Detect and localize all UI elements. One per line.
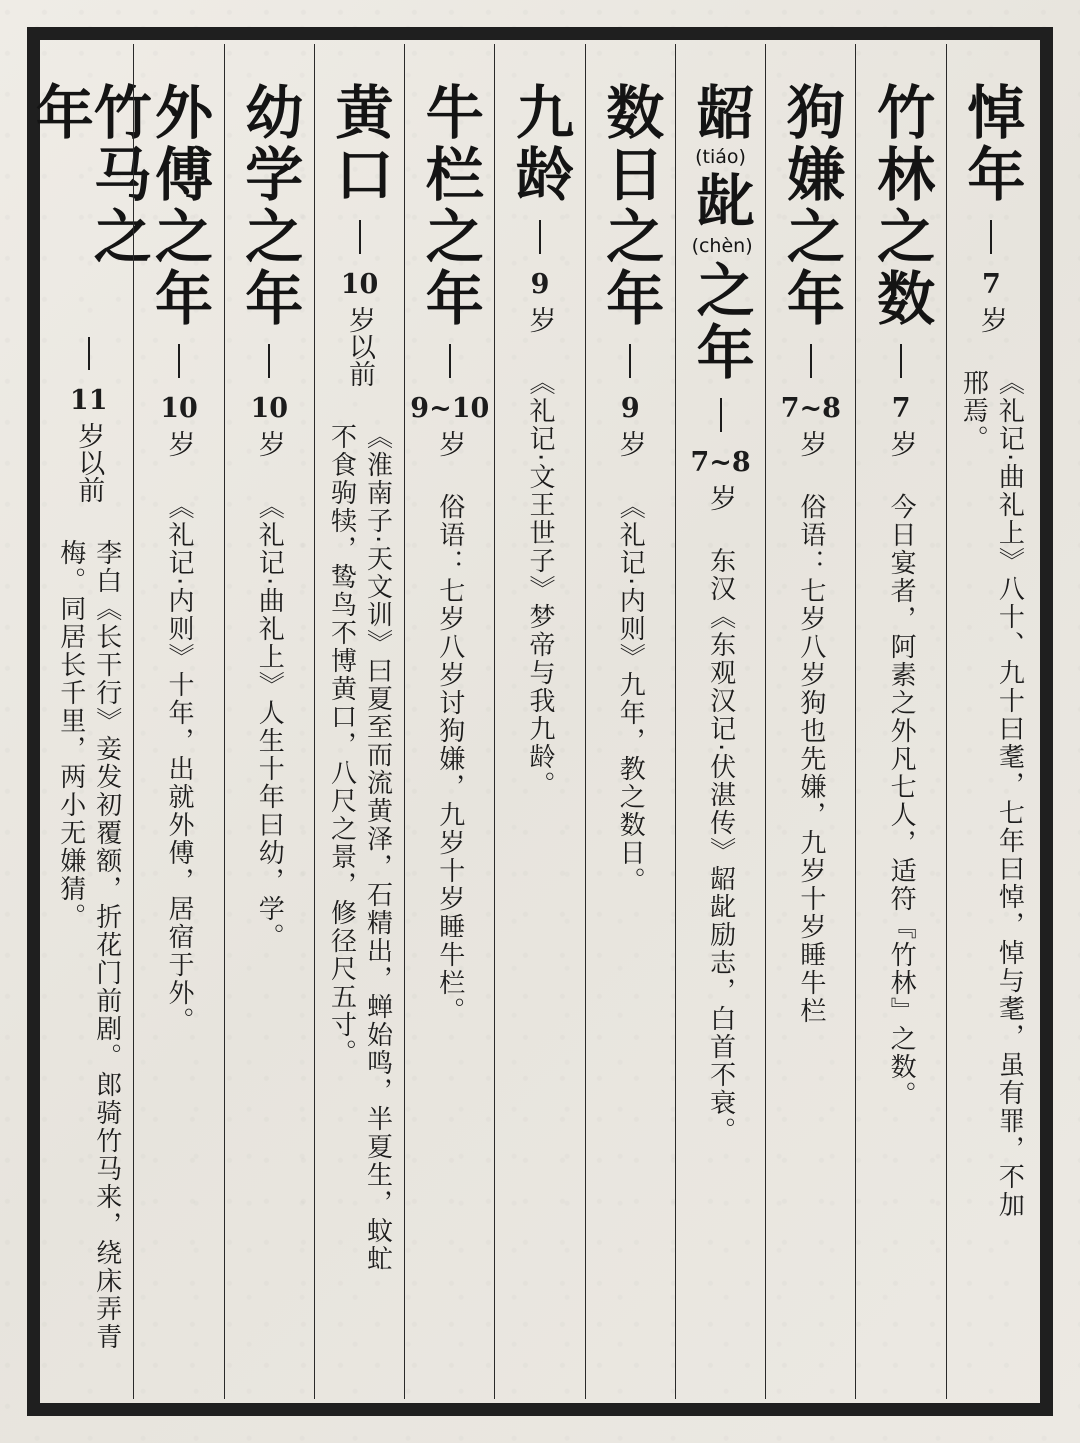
column-title: 九龄 [506,82,575,206]
age-label [250,394,288,457]
divider-dash [539,220,541,254]
column-zhuma [25,44,152,1399]
age-unit: 岁 [705,483,737,511]
age-unit: 岁 [524,305,556,333]
age-number: 9 [530,269,550,300]
column-tiaochen [675,44,765,1399]
divider-dash [629,344,631,378]
column-text: 东汉《东观汉记·伏湛传》龆龀励志，白首不衰。 [705,546,736,1145]
column-text: 《礼记·内则》十年，出就外傅，居宿于外。 [163,492,194,1035]
column-text: 俗语：七岁八岁讨狗嫌，九岁十岁睡牛栏。 [434,492,465,1025]
age-number: 10 [250,393,289,424]
column-title: 外傅之年 [144,82,213,330]
age-label [410,394,489,457]
age-label [690,448,750,511]
column-gouxian [765,44,855,1399]
column-title: 数日之年 [596,82,665,330]
age-number: 7 [891,393,911,424]
age-number: 7~8 [780,393,841,424]
column-huangkou [314,44,404,1399]
age-label [160,394,198,457]
age-label [975,269,1007,333]
age-label [781,394,841,457]
column-text: 《礼记·曲礼上》八十、九十曰耄，七年曰悼，悼与耄，虽有罪，不加邢焉。 [958,368,1025,1219]
age-number: 7 [981,269,1001,300]
age-unit: 岁 [795,429,827,457]
divider-dash [178,344,180,378]
divider-dash [720,398,722,432]
age-label [524,269,556,333]
column-youxue [224,44,314,1399]
age-unit: 岁以前 [73,422,105,503]
column-title [686,82,755,384]
column-text: 《礼记·内则》九年，教之数日。 [615,492,646,895]
age-unit: 岁 [434,429,466,457]
pinyin-chen: (chèn) [691,235,753,257]
column-text: 俗语：七岁八岁狗也先嫌，九岁十岁睡牛栏 [795,492,826,1025]
divider-dash [900,344,902,378]
age-label [614,393,646,457]
age-unit: 岁 [885,429,917,457]
divider-dash [810,344,812,378]
column-text: 李白《长干行》妾发初覆额，折花门前剧。郎骑竹马来，绕床弄青梅。同居长千里，两小无嫌猜。 [55,539,122,1351]
title-char-tiao: 龆 [686,82,755,144]
column-text: 《礼记·曲礼上》人生十年曰幼，学。 [254,492,285,951]
age-number: 10 [160,393,198,424]
age-number: 9 [620,393,640,424]
title-char-chen: 龀 [686,171,755,233]
column-niulan [404,44,494,1399]
age-number: 10 [340,269,379,300]
column-title: 黄口 [325,82,394,206]
age-label [885,393,917,457]
column-zhulin [855,44,945,1399]
divider-dash [449,344,451,378]
title-suffix: 之年 [686,260,755,384]
divider-dash [990,220,992,254]
age-unit: 岁以前 [344,305,375,387]
column-daonian [946,44,1036,1399]
age-number: 9~10 [410,393,490,424]
column-title: 竹马之年 [25,82,152,268]
column-text: 《礼记·文王世子》梦帝与我九龄。 [525,368,556,799]
age-unit: 岁 [975,305,1007,333]
age-number: 7~8 [690,447,751,478]
column-title: 牛栏之年 [415,82,484,330]
column-shuri [585,44,675,1399]
column-text: 今日宴者，阿素之外凡七人，适符『竹林』之数。 [886,492,917,1109]
age-unit: 岁 [163,429,195,457]
age-number: 11 [69,385,108,417]
age-unit: 岁 [614,429,646,457]
divider-dash [88,337,90,370]
column-title: 悼年 [957,82,1026,206]
divider-dash [268,344,270,378]
column-jiuling [494,44,584,1399]
column-title: 竹林之数 [867,82,936,330]
pinyin-tiao: (tiáo) [695,146,746,168]
column-title: 狗嫌之年 [776,82,845,330]
divider-dash [359,220,361,254]
age-label [341,270,379,387]
column-text: 《淮南子·天文训》曰夏至而流黄泽，石精出，蝉始鸣，半夏生，蚊虻不食驹犊，鸷鸟不博黄口，八尺之景，修径尺五寸。 [326,422,393,1273]
content-frame [27,27,1053,1416]
column-title: 幼学之年 [235,82,304,330]
column-waifu [133,44,223,1399]
age-unit: 岁 [253,429,285,457]
age-label [70,386,108,503]
